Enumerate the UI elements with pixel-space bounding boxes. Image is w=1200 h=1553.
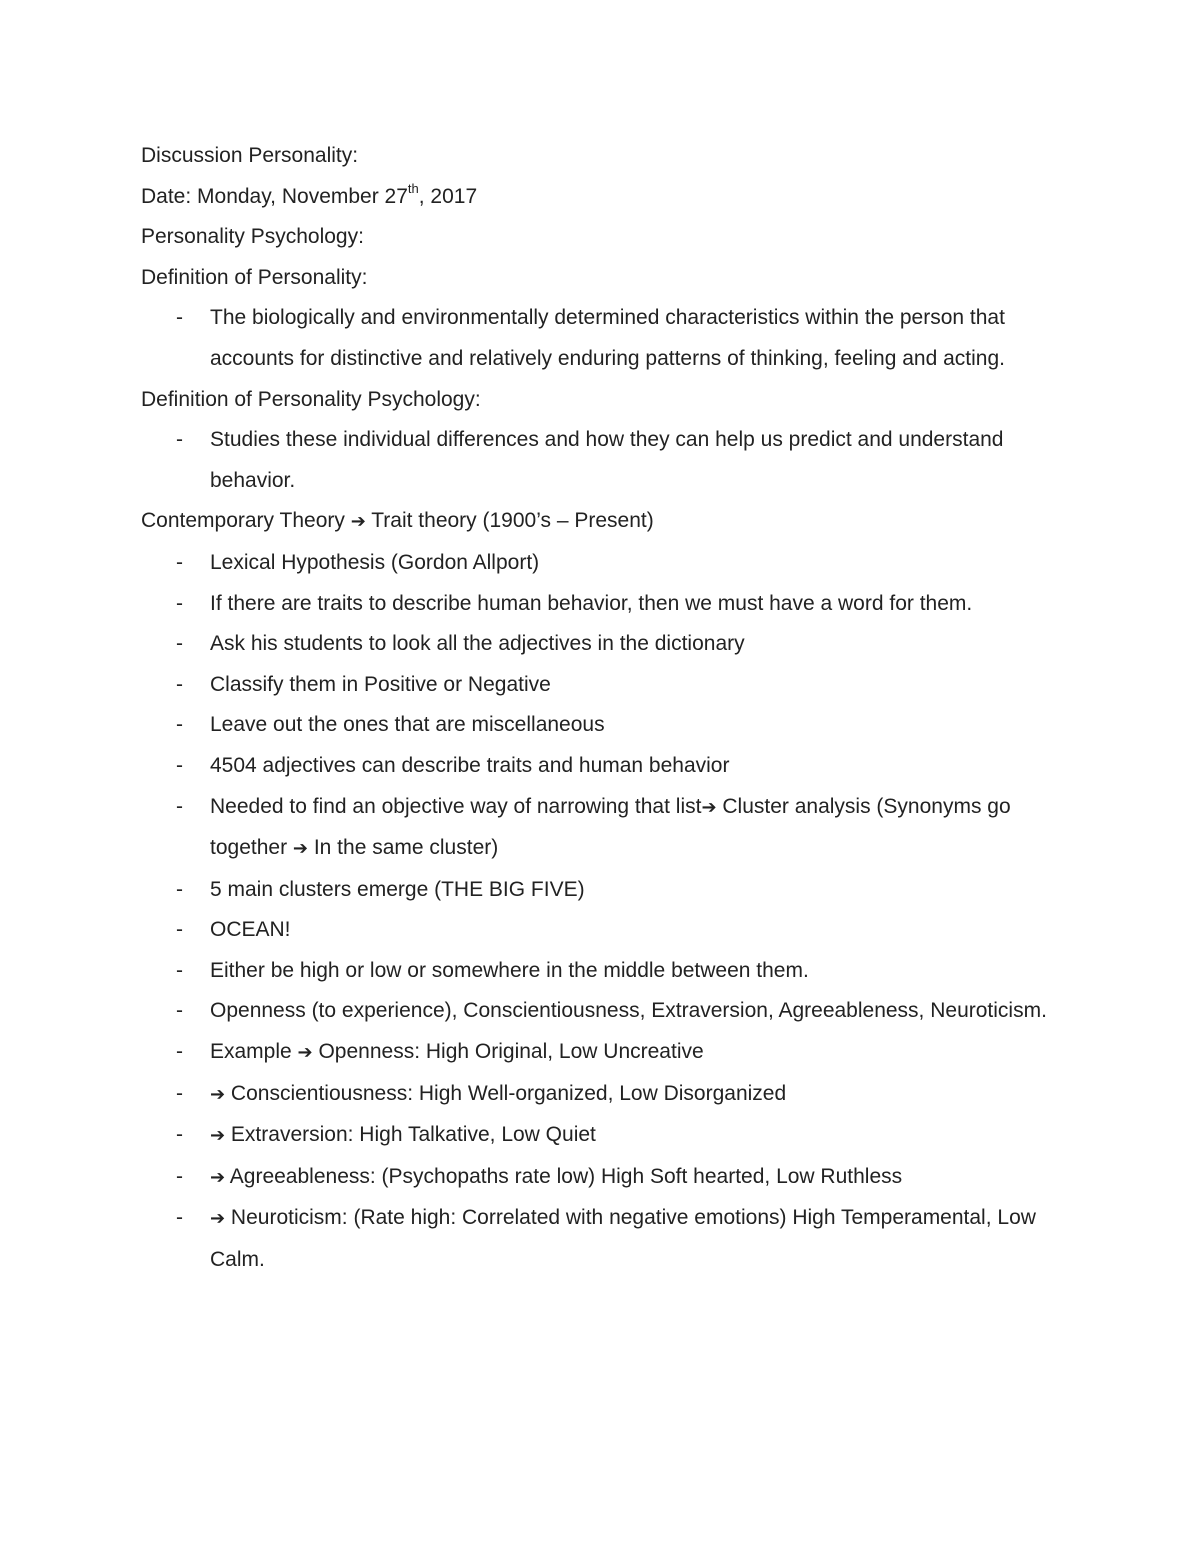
bullet-dash: - [176, 1206, 183, 1230]
list-item-text [210, 787, 1070, 870]
list-item-text: If there are traits to describe human behavior, then we must have a word for them. [210, 591, 973, 615]
list-item-text: Leave out the ones that are miscellaneous [210, 713, 605, 737]
bullet-dash: - [176, 550, 183, 574]
list-item-text: The biologically and environmentally determined characteristics within the person that accounts for distinctive and relatively enduring patterns of thinking, feeling and acting. [210, 306, 1005, 370]
bullet-dash: - [176, 428, 183, 452]
arrow-right-icon: ➔ [210, 1083, 226, 1105]
arrow-right-icon: ➔ [292, 838, 308, 860]
arrow-right-icon: ➔ [350, 511, 366, 533]
bullet-dash: - [176, 1081, 183, 1105]
list-item-text [210, 1198, 1070, 1280]
list-item-text [210, 1074, 1070, 1116]
list-item-text: Studies these individual differences and how they can help us predict and understand behavior. [210, 428, 1004, 492]
arrow-right-icon: ➔ [210, 1125, 226, 1147]
list-item [141, 991, 1071, 1032]
date-year: , 2017 [418, 184, 478, 208]
list-item-text: Either be high or low or somewhere in the middle between them. [210, 958, 809, 982]
document-page [141, 136, 1071, 1281]
list-item-text: Lexical Hypothesis (Gordon Allport) [210, 550, 540, 574]
list-item [141, 298, 1071, 379]
bullet-dash: - [176, 753, 183, 777]
bullet-dash: - [176, 1164, 183, 1188]
list-item [141, 951, 1071, 992]
bullet-dash: - [176, 672, 183, 696]
document-title: Discussion Personality: [141, 144, 359, 167]
text-segment: In the same cluster) [308, 836, 499, 860]
heading-personality-psychology: Personality Psychology: [141, 225, 364, 249]
bullet-dash: - [176, 1040, 183, 1064]
bullet-dash: - [176, 877, 183, 901]
bullet-dash: - [176, 306, 183, 330]
arrow-right-icon: ➔ [210, 1208, 226, 1230]
date-line [141, 177, 1071, 218]
list-item [141, 543, 1071, 584]
bullet-dash: - [176, 713, 183, 737]
heading-text: Trait theory (1900’s – Present) [365, 509, 654, 533]
bullet-dash: - [176, 1123, 183, 1147]
list-item-text: OCEAN! [210, 918, 291, 942]
text-segment: Openness: High Original, Low Uncreative [312, 1040, 704, 1064]
arrow-right-icon: ➔ [701, 796, 717, 818]
date-text: Date: Monday, November 27 [141, 184, 408, 208]
list-item-text [210, 1032, 1070, 1074]
text-segment: Extraversion: High Talkative, Low Quiet [225, 1123, 596, 1147]
list-item [141, 665, 1071, 706]
text-segment: Example [210, 1040, 298, 1064]
list-item-text: 5 main clusters emerge (THE BIG FIVE) [210, 877, 585, 901]
date-ordinal: th [407, 180, 419, 196]
bullet-dash: - [176, 958, 183, 982]
list-item [141, 1157, 1071, 1199]
text-segment: Needed to find an objective way of narrowing that list [210, 794, 702, 818]
list-item-text: Classify them in Positive or Negative [210, 672, 551, 696]
list-item [141, 1198, 1071, 1280]
list-item [141, 746, 1071, 787]
list-item-text [210, 1115, 1070, 1157]
list-item [141, 584, 1071, 625]
text-segment: Conscientiousness: High Well-organized, Low Disorganized [225, 1081, 787, 1105]
list-item [141, 1032, 1071, 1074]
heading-text: Contemporary Theory [141, 509, 351, 533]
arrow-right-icon: ➔ [297, 1042, 313, 1064]
list-item [141, 1074, 1071, 1116]
text-segment: Neuroticism: (Rate high: Correlated with negative emotions) High Temperamental, Low Calm. [210, 1206, 1036, 1272]
bullet-dash: - [176, 632, 183, 656]
bullet-dash: - [176, 999, 183, 1023]
bullet-dash: - [176, 918, 183, 942]
bullet-dash: - [176, 794, 183, 818]
list-item [141, 624, 1071, 665]
list-item [141, 787, 1071, 870]
text-segment: Cluster analysis (Synonyms go together [210, 794, 1011, 860]
list-item-text [210, 1157, 1070, 1199]
list-item [141, 1115, 1071, 1157]
heading-definition-personality: Definition of Personality: [141, 265, 368, 289]
list-item-text: Ask his students to look all the adjectives in the dictionary [210, 632, 745, 656]
list-item-text: 4504 adjectives can describe traits and human behavior [210, 753, 730, 777]
list-item [141, 705, 1071, 746]
heading-definition-personality-psychology: Definition of Personality Psychology: [141, 387, 481, 411]
text-segment: Agreeableness: (Psychopaths rate low) High Soft hearted, Low Ruthless [225, 1164, 903, 1188]
list-item [141, 870, 1071, 911]
list-item-text: Openness (to experience), Conscientiousness, Extraversion, Agreeableness, Neuroticism. [210, 999, 1047, 1023]
list-item [141, 420, 1071, 501]
heading-contemporary-theory [141, 501, 1071, 543]
list-item [141, 910, 1071, 951]
bullet-dash: - [176, 591, 183, 615]
arrow-right-icon: ➔ [210, 1166, 226, 1188]
